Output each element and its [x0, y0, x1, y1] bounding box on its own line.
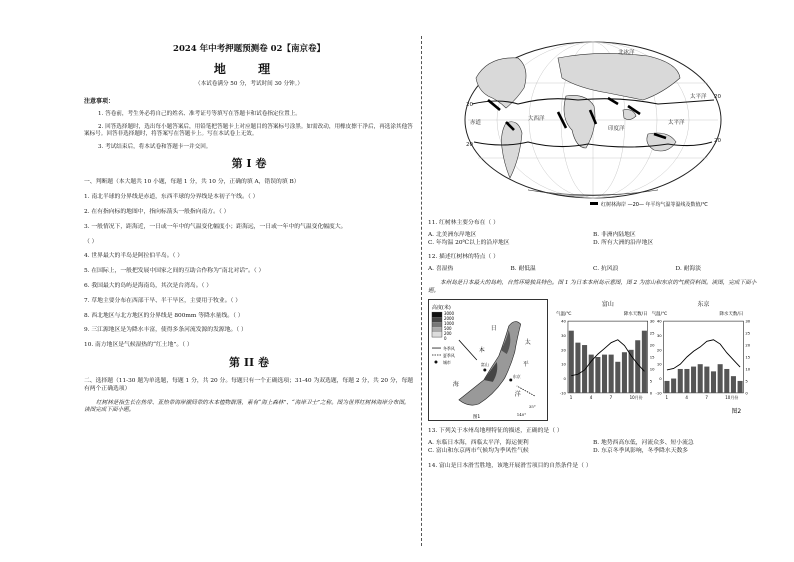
temp-tick-label: 10 [560, 361, 566, 367]
notice-item: 2. 回答选择题时，选出每小题答案后，用铅笔把答题卡上对应题目的答案标号涂黑。如需改动，用橡皮擦干净后，再选涂其他答案标号。回答非选择题时，将答案写在答题卡上。写在本试卷上无效。 [84, 123, 413, 138]
option[interactable]: B. 非洲内陆地区 [593, 231, 636, 238]
isotherm-value: 20 [714, 94, 721, 100]
judge-question: 10. 南方地区是气候湿热的“红土地”。（ ） [84, 342, 193, 349]
climate-chart-title: 东京 [697, 301, 710, 309]
rain-day-bar [677, 369, 682, 393]
temp-tick-label: 40 [656, 318, 662, 324]
section-1-instruction: 一、判断题（本大题共 10 小题，每题 1 分，共 10 分，正确的填 A，错误的填 B） [84, 179, 300, 186]
month-tick-label: 10月份 [724, 395, 738, 401]
exam-info: （本试卷满分 50 分，考试时间 30 分钟。） [194, 80, 304, 87]
notice-item: 3. 考试结束后，将本试卷和答题卡一并交回。 [98, 143, 212, 150]
legend-winter-monsoon: 冬季风 [442, 346, 455, 352]
question-13-options [428, 440, 758, 456]
label-toyama: 富山 [480, 362, 489, 368]
temperature-line [667, 340, 740, 370]
rain-day-bar [671, 379, 676, 393]
judge-question: （ ） [84, 238, 98, 245]
rain-day-bar [704, 367, 709, 393]
month-tick-label: 7 [609, 395, 612, 401]
elevation-legend [432, 312, 442, 337]
option[interactable]: B. 地势西高东低，河流众多、短小流急 [593, 439, 694, 446]
exam-title: 2024 年中考押题预测卷 02【南京卷】 [173, 44, 325, 54]
question-12-options [428, 266, 758, 274]
map-label-indian: 印度洋 [608, 126, 625, 132]
map-legend: 红树林海岸 —20— 年平均气温等温线及数值/℃ [601, 202, 708, 208]
rain-day-bar [711, 372, 716, 394]
rain-day-bar [608, 355, 613, 393]
map-label-arctic: 北冰洋 [618, 50, 635, 56]
temp-tick-label: 40 [560, 318, 566, 324]
rain-tick-label: 5 [649, 378, 652, 384]
question-14: 14. 富山是日本滑雪胜地，该地开展滑雪项目的自然条件是（ ） [428, 462, 592, 469]
notice-item: 1. 答卷前，考生务必将自己的姓名、准考证号等填写在答题卡和试卷指定位置上。 [98, 111, 301, 118]
option[interactable]: C. 抗风浪 [593, 266, 619, 273]
climate-chart-title: 富山 [601, 301, 614, 309]
judge-question: 3. 一般情况下，距海近，一日或一年中的气温变化幅度小；距海远，一日或一年中的气温变化幅度大。 [84, 223, 347, 230]
rain-day-bar [697, 364, 702, 393]
map-label-equator: 赤道 [470, 120, 482, 126]
option[interactable]: A. 东临日本海，西临太平洋，海运便利 [428, 439, 529, 446]
world-mangrove-map [458, 38, 788, 213]
question-11-options [428, 232, 758, 248]
subject-title: 地 理 [213, 62, 285, 77]
elevation-level: 500 [443, 326, 452, 332]
figure-2-caption: 图2 [731, 407, 741, 415]
temp-axis-label: 气温/℃ [555, 312, 572, 318]
map-label-pacific-north: 太平洋 [690, 94, 707, 100]
label-pacific-2: 平 [522, 361, 529, 369]
question-13: 13. 下列关于本州岛地理特征的描述，正确的是（ ） [428, 428, 563, 435]
temp-tick-label: 0 [563, 376, 566, 382]
rain-day-bar [731, 376, 736, 393]
isotherm-value: 20 [714, 138, 721, 144]
right-column [428, 38, 758, 470]
rain-tick-label: 0 [649, 390, 652, 396]
month-tick-label: 1 [665, 395, 668, 401]
honshu-map [428, 299, 548, 421]
map-label-atlantic: 大西洋 [528, 116, 545, 122]
judge-question: 9. 三江源地区是为降水丰富，使得多条河流发源的发源地。（ ） [84, 327, 247, 334]
month-tick-label: 10月份 [629, 395, 643, 401]
climate-charts [554, 299, 758, 419]
rain-day-bar [664, 381, 669, 393]
rain-day-bar [575, 343, 580, 393]
column-divider [421, 36, 422, 546]
rain-day-bar [588, 355, 593, 393]
elevation-level: 2000 [443, 316, 455, 322]
rain-axis-label: 降水天数/日 [623, 312, 648, 318]
elevation-level: 200 [443, 331, 452, 337]
legend-summer-monsoon: 夏季风 [442, 353, 455, 359]
question-12: 12. 描述红树林的特点（ ） [428, 254, 499, 261]
left-column [84, 38, 414, 415]
elevation-level: 3000 [443, 311, 455, 317]
isotherm-value: 20 [466, 142, 473, 148]
temp-axis-label: 气温/℃ [651, 312, 667, 318]
label-sea-2: 本 [478, 347, 485, 355]
month-tick-label: 4 [685, 395, 688, 401]
rain-day-bar [641, 331, 646, 393]
temp-tick-label: 30 [656, 333, 662, 339]
rain-day-bar [595, 357, 600, 393]
mangrove-passage: 红树林是指生长在热带、亚热带海岸潮间带的木本植物群落，素有“海上森林”、“海岸卫士”之称。图为世界红树林海岸分布图。读图完成下面小题。 [84, 399, 410, 414]
rain-day-bar [568, 331, 573, 393]
month-tick-label: 4 [589, 395, 592, 401]
label-sea-1: 日 [490, 325, 497, 333]
option[interactable]: B. 耐低温 [510, 266, 536, 273]
rain-tick-label: 10 [745, 366, 750, 372]
judge-question: 4. 世界最大的半岛是阿拉伯半岛。（ ） [84, 253, 184, 260]
section-2-instruction: 二、选择题（11-30 题为单选题，每题 1 分，共 20 分。每题只有一个正确选项；31-40 为双选题，每题 2 分，共 20 分，每题有两个正确选项） [84, 377, 414, 392]
rain-tick-label: 25 [745, 330, 750, 336]
temp-tick-label: -10 [559, 390, 566, 396]
tokyo-city-marker [509, 379, 512, 382]
judge-question: 1. 南北半球的分界线是赤道，东西半球的分界线是本初子午线。（ ） [84, 194, 259, 201]
option[interactable]: C. 富山和东京两市气候均为季风性气候 [428, 447, 529, 454]
rain-day-bar [602, 355, 607, 393]
option[interactable]: C. 年均温 20℃以上的沿岸地区 [428, 239, 510, 246]
isotherm-value: 20 [466, 102, 473, 108]
rain-tick-label: 15 [745, 354, 750, 360]
figure-1-caption: 图1 [472, 414, 481, 420]
label-pacific-1: 太 [524, 339, 531, 347]
rain-day-bar [724, 369, 729, 393]
elevation-level: 0 [443, 336, 447, 342]
rain-tick-label: 0 [745, 390, 748, 396]
rain-tick-label: 20 [745, 342, 750, 348]
judge-question: 7. 草地主要分布在西部干旱、半干旱区，主要用于牧业。（ ） [84, 297, 242, 304]
label-sea-3: 海 [452, 381, 459, 389]
honshu-passage: 本州岛是日本最大的岛屿，自然环境独具特色。图 1 为日本本州岛示意图，图 2 为富山和东京的气候资料图。读图，完成下面小题。 [428, 280, 757, 294]
rain-tick-label: 5 [745, 378, 748, 384]
city-marker-icon [434, 361, 437, 364]
option[interactable]: D. 所有大洲的沿岸地区 [593, 239, 654, 246]
temp-tick-label: 30 [560, 333, 566, 339]
question-11: 11. 红树林主要分布在（ ） [428, 220, 499, 226]
section-2-title: 第 II 卷 [229, 356, 269, 370]
option[interactable]: D. 东京冬季风影响，冬季降水天数多 [593, 447, 689, 454]
temp-tick-label: 10 [656, 361, 662, 367]
label-lon-140: 140° [516, 411, 527, 417]
map-label-pacific-south: 太平洋 [668, 120, 685, 126]
toyama-city-marker [483, 369, 486, 372]
rain-day-bar [691, 367, 696, 393]
rain-tick-label: 10 [649, 366, 655, 372]
figures-row [428, 299, 758, 421]
section-1-title: 第 I 卷 [231, 157, 267, 171]
rain-day-bar [684, 369, 689, 393]
option[interactable]: A. 喜湿热 [428, 266, 454, 273]
rain-day-bar [622, 352, 627, 393]
month-tick-label: 1 [569, 395, 572, 401]
rain-day-bar [737, 381, 742, 393]
judge-question: 2. 在有指向标的地图中，指向标箭头一般指向南方。（ ） [84, 208, 230, 215]
rain-tick-label: 30 [649, 318, 655, 324]
rain-axis-label: 降水天数/日 [719, 312, 743, 318]
label-pacific-3: 洋 [514, 391, 521, 399]
temp-tick-label: 0 [658, 376, 662, 382]
month-tick-label: 7 [704, 395, 708, 401]
notice-heading: 注意事项： [84, 98, 115, 106]
judge-question: 6. 我国最大的岛屿是海南岛，其次是台湾岛。（ ） [84, 283, 213, 290]
label-tokyo: 东京 [512, 374, 521, 380]
rain-day-bar [717, 364, 722, 393]
rain-tick-label: 25 [649, 330, 655, 336]
judge-question: 8. 西北地区与北方地区的分界线是 800mm 等降水量线。（ ） [84, 312, 244, 319]
judge-question: 5. 在国际上，一般把发展中国家之间的互助合作称为“南北对话”。（ ） [84, 268, 265, 275]
elevation-legend-title: 高度(米) [431, 305, 451, 312]
rain-day-bar [615, 362, 620, 393]
legend-city: 城市 [442, 360, 451, 366]
rain-tick-label: 15 [649, 354, 655, 360]
mangrove-legend-swatch [590, 202, 598, 205]
option[interactable]: A. 北美洲东岸地区 [428, 231, 477, 238]
rain-tick-label: 20 [649, 342, 655, 348]
rain-tick-label: 30 [745, 318, 750, 324]
temp-tick-label: 20 [656, 347, 662, 353]
elevation-level: 1000 [443, 321, 455, 327]
option[interactable]: D. 耐海淡 [675, 266, 702, 273]
rain-day-bar [582, 345, 587, 393]
temp-tick-label: -10 [655, 390, 662, 396]
label-lat-35: 35° [528, 404, 536, 410]
temp-tick-label: 20 [560, 347, 566, 353]
winter-monsoon-flow [459, 340, 477, 360]
